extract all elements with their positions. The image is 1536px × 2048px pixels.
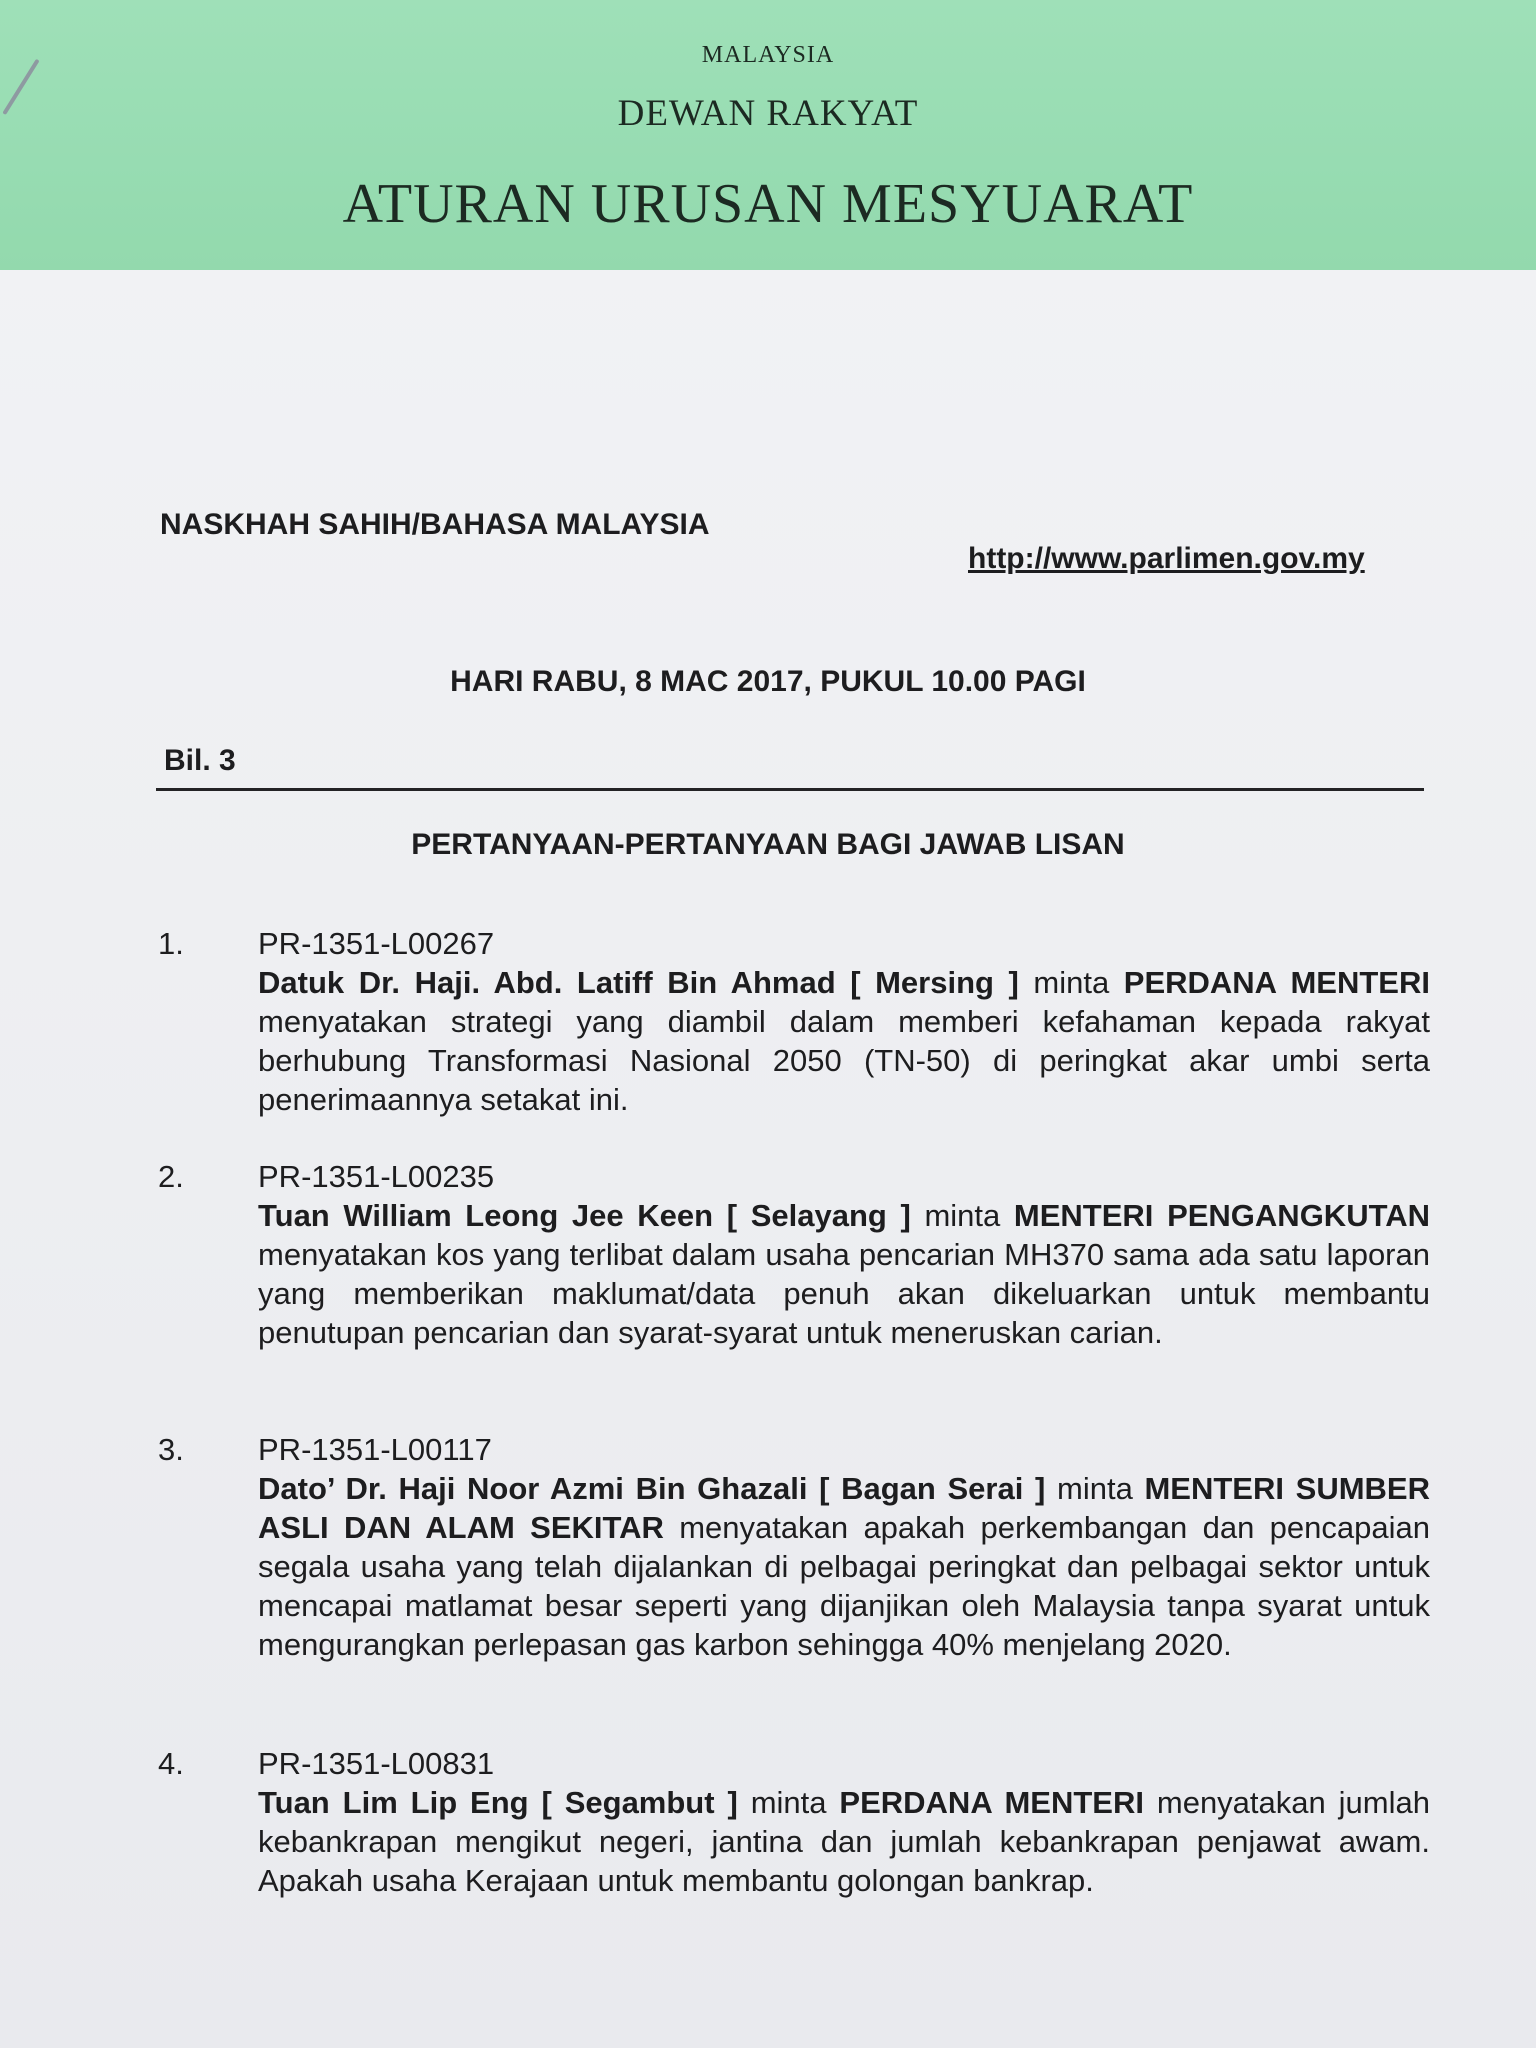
question-minister: MENTERI SUMBER ASLI DAN ALAM SEKITAR (258, 1471, 1430, 1545)
question-body (258, 1157, 1430, 1352)
question-mp: Tuan Lim Lip Eng [ Segambut ] (258, 1785, 738, 1820)
document-title: ATURAN URUSAN MESYUARAT (342, 173, 1194, 235)
question-item (150, 1744, 1430, 1900)
question-item (150, 924, 1430, 1119)
question-minta: minta (924, 1198, 1001, 1233)
question-mp: Datuk Dr. Haji. Abd. Latiff Bin Ahmad [ Mersing ] (258, 965, 1019, 1000)
question-body (258, 924, 1430, 1119)
question-text (258, 963, 1430, 1119)
question-mp: Dato’ Dr. Haji Noor Azmi Bin Ghazali [ Bagan Serai ] (258, 1471, 1046, 1506)
question-text (258, 1196, 1430, 1352)
question-ref: PR-1351-L00831 (258, 1746, 495, 1781)
question-ref: PR-1351-L00267 (258, 926, 495, 961)
session-datetime: HARI RABU, 8 MAC 2017, PUKUL 10.00 PAGI (450, 665, 1086, 698)
question-item (150, 1157, 1430, 1352)
question-text (258, 1783, 1430, 1900)
question-minister: MENTERI PENGANGKUTAN (1013, 1198, 1430, 1233)
question-number: 2. (158, 1159, 184, 1194)
header-country: MALAYSIA (701, 42, 835, 68)
question-item (150, 1430, 1430, 1664)
question-number: 4. (158, 1746, 184, 1781)
divider-line (156, 788, 1424, 791)
question-content: menyatakan strategi yang diambil dalam memberi kefahaman kepada rakyat berhubung Transformasi Nasional 2050 (TN-50) di peringkat akar umbi serta penerimaannya setakat ini. (258, 1004, 1430, 1117)
header-house: DEWAN RAKYAT (617, 93, 919, 134)
question-text (258, 1469, 1430, 1664)
website-link[interactable]: http://www.parlimen.gov.my (968, 542, 1365, 575)
question-mp: Tuan William Leong Jee Keen [ Selayang ] (258, 1198, 911, 1233)
question-minta: minta (750, 1785, 827, 1820)
question-minta: minta (1033, 965, 1110, 1000)
section-title: PERTANYAAN-PERTANYAAN BAGI JAWAB LISAN (411, 828, 1125, 861)
question-content: menyatakan kos yang terlibat dalam usaha pencarian MH370 sama ada satu laporan yang memberikan maklumat/data penuh akan dikeluarkan untuk membantu penutupan pencarian dan syarat-syarat untuk meneruskan carian. (258, 1237, 1430, 1350)
question-ref: PR-1351-L00235 (258, 1159, 495, 1194)
question-minister: PERDANA MENTERI (1123, 965, 1430, 1000)
header-banner (0, 0, 1536, 270)
question-body (258, 1430, 1430, 1664)
question-body (258, 1744, 1430, 1900)
question-minta: minta (1057, 1471, 1133, 1506)
edition-label: NASKHAH SAHIH/BAHASA MALAYSIA (160, 508, 710, 541)
question-minister: PERDANA MENTERI (839, 1785, 1144, 1820)
question-number: 3. (158, 1432, 184, 1467)
question-ref: PR-1351-L00117 (258, 1432, 492, 1467)
question-content: menyatakan apakah perkembangan dan pencapaian segala usaha yang telah dijalankan di pelbagai peringkat dan pelbagai sektor untuk mencapai matlamat besar seperti yang dijanjikan oleh Malaysia tanpa syarat untuk mengurangkan perlepasan gas karbon sehingga 40% menjelang 2020. (258, 1510, 1430, 1662)
bil-number: Bil. 3 (164, 744, 236, 777)
question-content: menyatakan jumlah kebankrapan mengikut negeri, jantina dan jumlah kebankrapan penjawat awam. Apakah usaha Kerajaan untuk membantu golongan bankrap. (258, 1785, 1430, 1898)
question-number: 1. (158, 926, 184, 961)
